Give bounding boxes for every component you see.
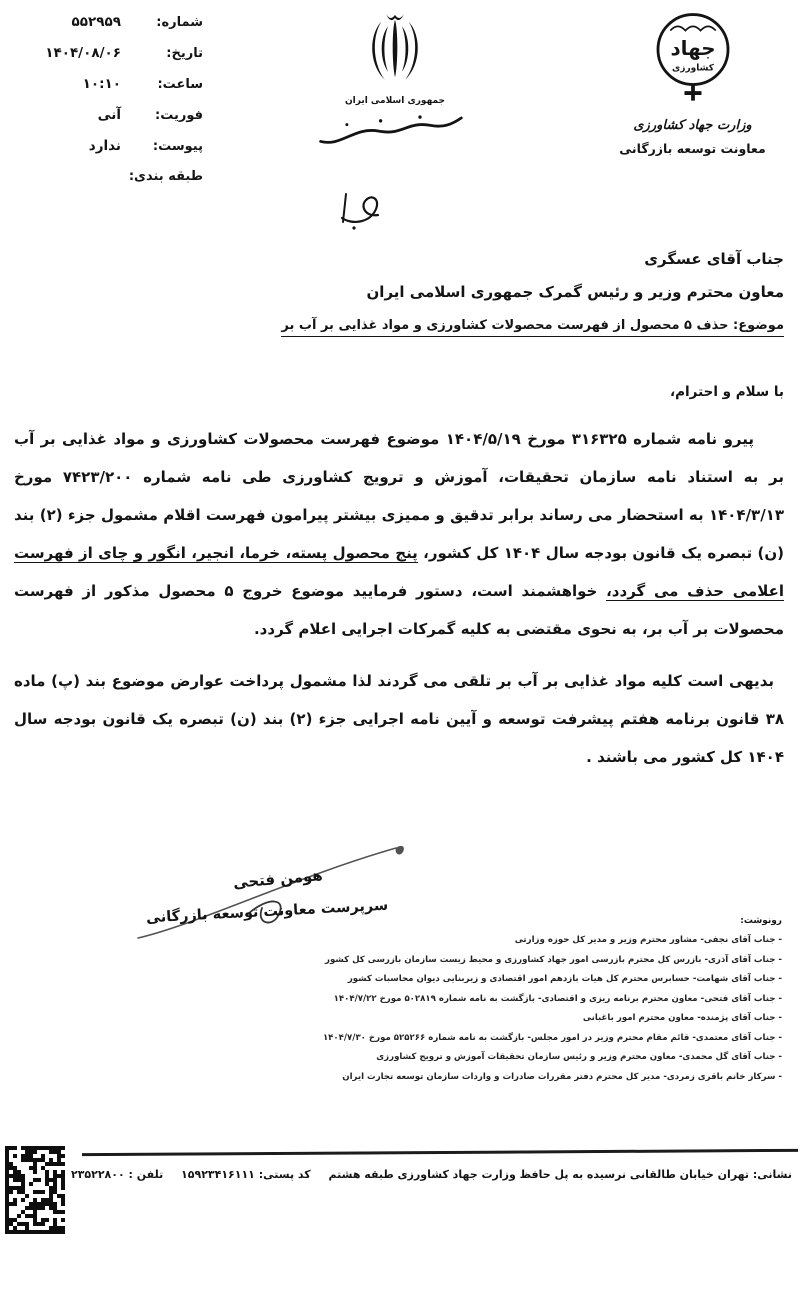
cc-item: - جناب آقای گل محمدی- معاون محترم وزیر و رئیس سازمان تحقیقات آموزش و ترویج کشاورزی bbox=[376, 1052, 782, 1062]
recipient-name: جناب آقای عسگری bbox=[644, 250, 784, 268]
subject-row bbox=[16, 301, 784, 337]
cc-item: - جناب آقای معتمدی- قائم مقام محترم وزیر در امور مجلس- بازگشت به نامه شماره ۵۲۵۲۶۶ مورخ ۱۴۰۴/۷/۳۰ bbox=[322, 1032, 782, 1043]
cc-item: - جناب آقای آذری- بازرس کل محترم بازرسی امور جهاد کشاورزی و محیط زیست سازمان بازرسی کل کشور bbox=[325, 954, 782, 965]
meta-row-time bbox=[18, 76, 203, 92]
cc-item: - جناب آقای نجفی- مشاور محترم وزیر و مدیر کل حوزه وزارتی bbox=[514, 935, 782, 945]
body-paragraph-2: بدیهی است کلیه مواد غذایی بر آب بر تلقی می گردند لذا مشمول پرداخت عوارض موضوع بند (پ) ماده ۳۸ قانون برنامه هفتم پیشرفت توسعه و آیین نامه اجرایی جزء (۲) بند (ن) تبصره یک قانون بودجه سال ۱۴۰۴ کل کشور می باشند . bbox=[14, 672, 784, 766]
meta-label-number: شماره: bbox=[156, 15, 203, 30]
national-emblem-block bbox=[325, 8, 465, 158]
footer-address: نشانی: تهران خیابان طالقانی نرسیده به پل حافظ وزارت جهاد کشاورزی طبقه هشتم bbox=[328, 1168, 792, 1181]
paragraph-1-tail: خواهشمند است، دستور فرمایید موضوع خروج ۵ محصول مذکور از فهرست محصولات بر آب بر، به نحوی مقتضی به کلیه گمرکات اجرایی اعلام گردد. bbox=[14, 582, 784, 638]
footer-phone: تلفن : ۲۳۵۲۲۸۰۰ bbox=[70, 1168, 164, 1181]
subject-line: موضوع: حذف ۵ محصول از فهرست محصولات کشاورزی و مواد غذایی بر آب بر bbox=[281, 318, 784, 337]
footer-contact-line bbox=[66, 1168, 792, 1181]
ministry-header-block bbox=[595, 6, 790, 156]
footer-divider bbox=[82, 1149, 798, 1156]
emblem-caption: جمهوری اسلامی ایران bbox=[344, 96, 446, 106]
meta-row-number bbox=[18, 14, 203, 30]
department-name: معاونت توسعه بازرگانی bbox=[619, 141, 766, 156]
meta-value-time: ۱۰:۱۰ bbox=[82, 76, 121, 92]
cc-item: - جناب آقای پژمنده- معاون محترم امور باغبانی bbox=[582, 1013, 782, 1023]
meta-value-date: ۱۴۰۴/۰۸/۰۶ bbox=[45, 45, 121, 61]
meta-label-date: تاریخ: bbox=[166, 46, 203, 61]
meta-row-attachment bbox=[18, 138, 203, 154]
signer-title: سرپرست معاونت توسعه بازرگانی bbox=[145, 897, 389, 927]
jihad-agriculture-logo bbox=[645, 6, 741, 112]
handwritten-note-icon bbox=[330, 178, 392, 236]
salutation: با سلام و احترام، bbox=[670, 384, 784, 400]
meta-value-number: ۵۵۲۹۵۹ bbox=[71, 14, 121, 30]
cc-item: - سرکار خانم باقری زمردی- مدیر کل محترم دفتر مقررات صادرات و واردات سازمان توسعه تجارت ایران bbox=[342, 1071, 782, 1082]
cc-list-block bbox=[322, 916, 782, 1087]
letter-meta-block bbox=[18, 14, 203, 199]
cc-heading: رونوشت: bbox=[740, 916, 782, 926]
cc-item: - جناب آقای فتحی- معاون محترم برنامه ریزی و اقتصادی- بازگشت به نامه شماره ۵۰۲۸۱۹ مورخ ۱۴۰۴/۷/۲۲ bbox=[333, 993, 782, 1004]
meta-label-time: ساعت: bbox=[157, 77, 203, 92]
recipient-block bbox=[16, 250, 784, 337]
svg-text:کشاورزی: کشاورزی bbox=[671, 63, 714, 74]
meta-label-attachment: پیوست: bbox=[152, 139, 203, 154]
meta-row-date bbox=[18, 45, 203, 61]
iran-emblem-icon bbox=[356, 8, 434, 90]
meta-row-urgency bbox=[18, 107, 203, 123]
ministry-name: وزارت جهاد کشاورزی bbox=[633, 118, 752, 133]
footer-postal-code: کد پستی: ۱۵۹۲۳۴۱۶۱۱۱ bbox=[181, 1168, 311, 1181]
meta-label-urgency: فوریت: bbox=[155, 108, 203, 123]
signer-name: هومن فتحی bbox=[232, 866, 324, 892]
meta-value-urgency: آنی bbox=[97, 107, 121, 123]
meta-value-attachment: ندارد bbox=[88, 138, 121, 154]
calligraphy-swoosh-icon bbox=[315, 112, 465, 154]
datamatrix-barcode bbox=[5, 1146, 69, 1238]
paragraph-1-underlined-clause: پنج محصول پسته، خرما، انجیر، انگور و چای از فهرست اعلامی حذف می گردد، bbox=[14, 544, 784, 600]
meta-label-classification: طبقه بندی: bbox=[128, 169, 203, 184]
paragraph-1-lead: پیرو نامه شماره ۳۱۶۳۲۵ مورخ ۱۴۰۴/۵/۱۹ موضوع فهرست محصولات کشاورزی و مواد غذایی بر آب بر به استناد نامه سازمان تحقیقات، آموزش و ترویج کشاورزی طی نامه شماره ۷۴۲۳/۲۰۰ مورخ ۱۴۰۴/۳/۱۳ به استحضار می رساند برابر تدقیق و ممیزی بیشتر پیرامون فهرست اقلام مشمول جزء (۲) بند (ن) تبصره یک قانون بودجه سال ۱۴۰۴ کل کشور، bbox=[14, 430, 784, 562]
svg-text:جهاد: جهاد bbox=[669, 37, 716, 61]
meta-row-classification bbox=[18, 169, 203, 184]
recipient-title: معاون محترم وزیر و رئیس گمرک جمهوری اسلامی ایران bbox=[366, 283, 784, 301]
cc-item: - جناب آقای شهامت- حسابرس محترم کل هیات بازدهم امور اقتصادی و زیربنایی دیوان محاسبات کشور bbox=[347, 974, 782, 984]
body-paragraph-1 bbox=[14, 420, 784, 648]
